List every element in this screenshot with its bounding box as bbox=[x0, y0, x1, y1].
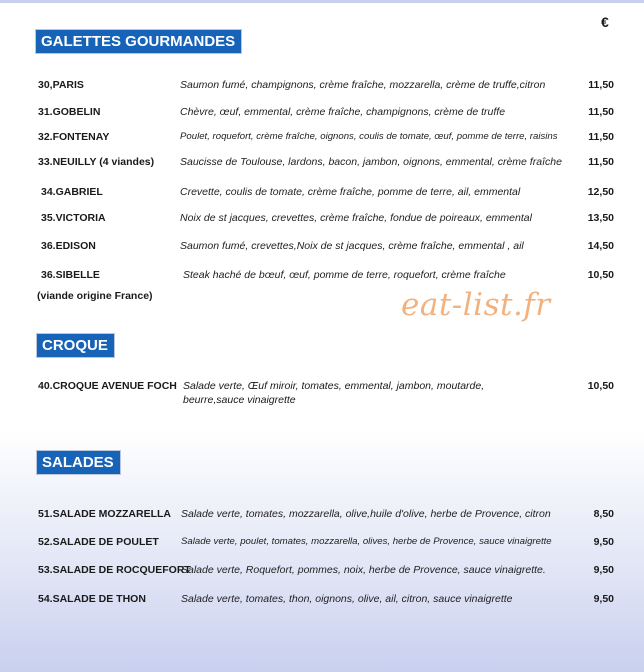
item-name: 52.SALADE DE POULET bbox=[38, 536, 159, 548]
item-description: Steak haché de bœuf, œuf, pomme de terre, roquefort, crème fraîche bbox=[183, 269, 506, 281]
item-name: 31.GOBELIN bbox=[38, 106, 101, 118]
item-description: Poulet, roquefort, crème fraîche, oignons, coulis de tomate, œuf, pomme de terre, raisins bbox=[180, 131, 558, 142]
item-price: 9,50 bbox=[593, 593, 614, 605]
item-name: 34.GABRIEL bbox=[41, 186, 103, 198]
item-description: Crevette, coulis de tomate, crème fraîche, pomme de terre, ail, emmental bbox=[180, 186, 521, 198]
item-description: Noix de st jacques, crevettes, crème fraîche, fondue de poireaux, emmental bbox=[180, 212, 532, 224]
item-description: Saumon fumé, champignons, crème fraîche, mozzarella, crème de truffe,citron bbox=[180, 79, 546, 91]
item-price: 13,50 bbox=[587, 212, 614, 224]
item-name: 53.SALADE DE ROCQUEFORT bbox=[38, 564, 191, 576]
menu-row bbox=[0, 185, 644, 201]
item-name: 51.SALADE MOZZARELLA bbox=[38, 508, 172, 520]
menu-row bbox=[0, 211, 644, 227]
item-name: 54.SALADE DE THON bbox=[38, 593, 146, 605]
menu-row bbox=[0, 268, 644, 284]
meat-origin-note: (viande origine France) bbox=[37, 290, 153, 302]
item-price: 12,50 bbox=[587, 186, 614, 198]
menu-row bbox=[0, 507, 644, 523]
menu-row bbox=[0, 130, 644, 146]
item-description: Saumon fumé, crevettes,Noix de st jacques, crème fraîche, emmental , ail bbox=[180, 240, 524, 252]
item-name: 40.CROQUE AVENUE FOCH bbox=[38, 380, 177, 392]
item-price: 11,50 bbox=[588, 131, 614, 143]
menu-row bbox=[0, 155, 644, 171]
item-price: 11,50 bbox=[588, 106, 614, 118]
item-name: 36.EDISON bbox=[41, 240, 96, 252]
item-price: 9,50 bbox=[593, 536, 614, 548]
item-description: Chèvre, œuf, emmental, crème fraîche, champignons, crème de truffe bbox=[180, 106, 506, 118]
item-price: 9,50 bbox=[593, 564, 614, 576]
section-title-salades: SALADES bbox=[36, 450, 121, 475]
menu-row bbox=[0, 78, 644, 94]
item-description-line: beurre,sauce vinaigrette bbox=[183, 394, 296, 406]
item-name: 30,PARIS bbox=[38, 79, 84, 91]
item-description-line: Salade verte, Œuf miroir, tomates, emmental, jambon, moutarde, bbox=[183, 380, 485, 392]
item-price: 10,50 bbox=[587, 269, 614, 281]
section-title-galettes: GALETTES GOURMANDES bbox=[35, 29, 242, 54]
item-description: Saucisse de Toulouse, lardons, bacon, jambon, oignons, emmental, crème fraîche bbox=[180, 156, 562, 168]
top-border bbox=[0, 0, 644, 3]
menu-row bbox=[0, 563, 644, 579]
item-description: Salade verte, tomates, thon, oignons, olive, ail, citron, sauce vinaigrette bbox=[181, 593, 513, 605]
item-description: Salade verte, Roquefort, pommes, noix, herbe de Provence, sauce vinaigrette. bbox=[181, 564, 546, 576]
item-name: 33.NEUILLY (4 viandes) bbox=[38, 156, 155, 168]
item-description: Salade verte, poulet, tomates, mozzarella, olives, herbe de Provence, sauce vinaigrette bbox=[181, 536, 552, 547]
item-name: 32.FONTENAY bbox=[38, 131, 110, 143]
item-name: 35.VICTORIA bbox=[41, 212, 106, 224]
item-price: 14,50 bbox=[587, 240, 614, 252]
section-title-croque: CROQUE bbox=[36, 333, 115, 358]
item-price: 8,50 bbox=[593, 508, 614, 520]
menu-row bbox=[0, 239, 644, 255]
menu-row bbox=[0, 535, 644, 551]
watermark-logo: eat-list.fr bbox=[401, 287, 551, 323]
item-description: Salade verte, tomates, mozzarella, olive,huile d'olive, herbe de Provence, citron bbox=[181, 508, 551, 520]
item-price: 10,50 bbox=[587, 380, 614, 392]
currency-header: € bbox=[601, 14, 609, 30]
menu-row bbox=[0, 105, 644, 121]
menu-row bbox=[0, 592, 644, 608]
item-name: 36.SIBELLE bbox=[41, 269, 100, 281]
item-price: 11,50 bbox=[588, 79, 614, 91]
item-price: 11,50 bbox=[588, 156, 614, 168]
item-description bbox=[183, 379, 543, 407]
